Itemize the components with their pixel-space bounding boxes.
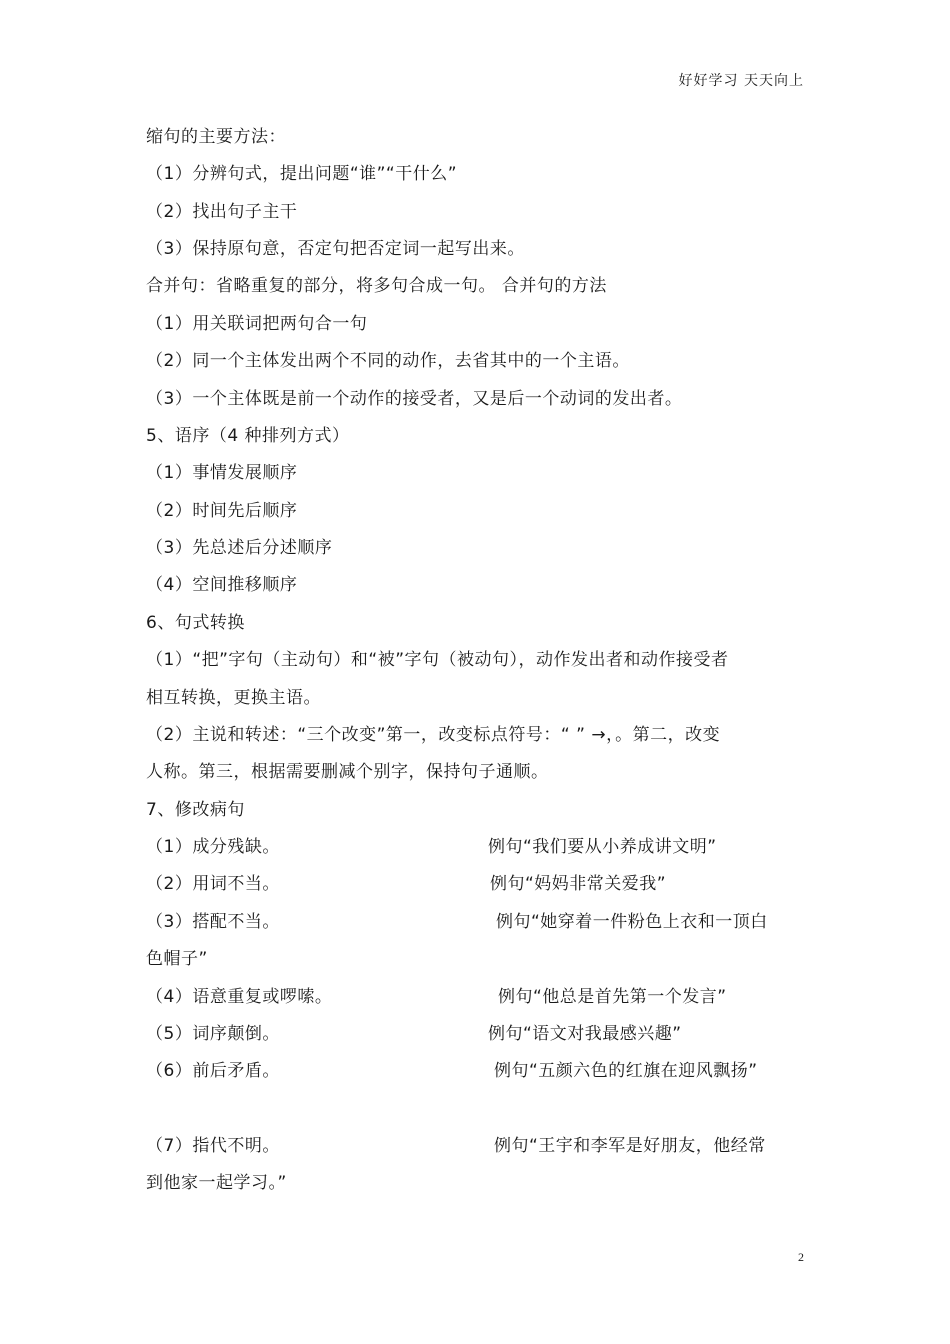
error-type: （3）搭配不当。 xyxy=(146,912,280,932)
error-type: （5）词序颠倒。 xyxy=(146,1024,280,1044)
error-type: （4）语意重复或啰嗦。 xyxy=(146,987,333,1007)
example-sentence: 例句“语文对我最感兴趣” xyxy=(488,1024,682,1044)
example-sentence: 例句“她穿着一件粉色上衣和一顶白 xyxy=(496,912,768,932)
text-line: （2）找出句子主干 xyxy=(146,202,298,222)
text-line: 人称。第三，根据需要删减个别字，保持句子通顺。 xyxy=(146,762,549,782)
error-type: （6）前后矛盾。 xyxy=(146,1061,280,1081)
page-number: 2 xyxy=(798,1250,804,1264)
text-line: 缩句的主要方法： xyxy=(146,127,286,147)
text-line: （4）空间推移顺序 xyxy=(146,575,298,595)
error-type: （1）成分残缺。 xyxy=(146,837,280,857)
text-line: 相互转换，更换主语。 xyxy=(146,688,321,708)
text-line: （2）时间先后顺序 xyxy=(146,501,298,521)
section-heading: 5、语序（4 种排列方式） xyxy=(146,426,350,446)
text-line: （3）保持原句意，否定句把否定词一起写出来。 xyxy=(146,239,525,259)
section-heading: 6、句式转换 xyxy=(146,613,245,633)
error-type-continued: 到他家一起学习。” xyxy=(146,1173,287,1193)
example-sentence: 例句“五颜六色的红旗在迎风飘扬” xyxy=(494,1061,758,1081)
text-line: （1）事情发展顺序 xyxy=(146,463,298,483)
example-sentence: 例句“他总是首先第一个发言” xyxy=(498,987,727,1007)
text-line: （2）同一个主体发出两个不同的动作，去省其中的一个主语。 xyxy=(146,351,630,371)
text-line: （1）分辨句式，提出问题“谁”“干什么” xyxy=(146,164,458,184)
text-line: （3）先总述后分述顺序 xyxy=(146,538,333,558)
example-sentence: 例句“王宇和李军是好朋友，他经常 xyxy=(494,1136,766,1156)
error-type-continued: 色帽子” xyxy=(146,949,208,969)
text-line: （3）一个主体既是前一个动作的接受者，又是后一个动词的发出者。 xyxy=(146,389,683,409)
error-type: （7）指代不明。 xyxy=(146,1136,280,1156)
example-sentence: 例句“我们要从小养成讲文明” xyxy=(488,837,717,857)
example-sentence: 例句“妈妈非常关爱我” xyxy=(490,874,667,894)
page-header: 好好学习 天天向上 xyxy=(678,73,804,89)
text-line: （2）主说和转述：“三个改变”第一，改变标点符号：“ ” →，。第二，改变 xyxy=(146,725,721,745)
text-line: （1）用关联词把两句合一句 xyxy=(146,314,368,334)
error-type: （2）用词不当。 xyxy=(146,874,280,894)
text-line: 合并句：省略重复的部分，将多句合成一句。 合并句的方法 xyxy=(146,276,607,296)
section-heading: 7、修改病句 xyxy=(146,800,245,820)
text-line: （1）“把”字句（主动句）和“被”字句（被动句），动作发出者和动作接受者 xyxy=(146,650,729,670)
